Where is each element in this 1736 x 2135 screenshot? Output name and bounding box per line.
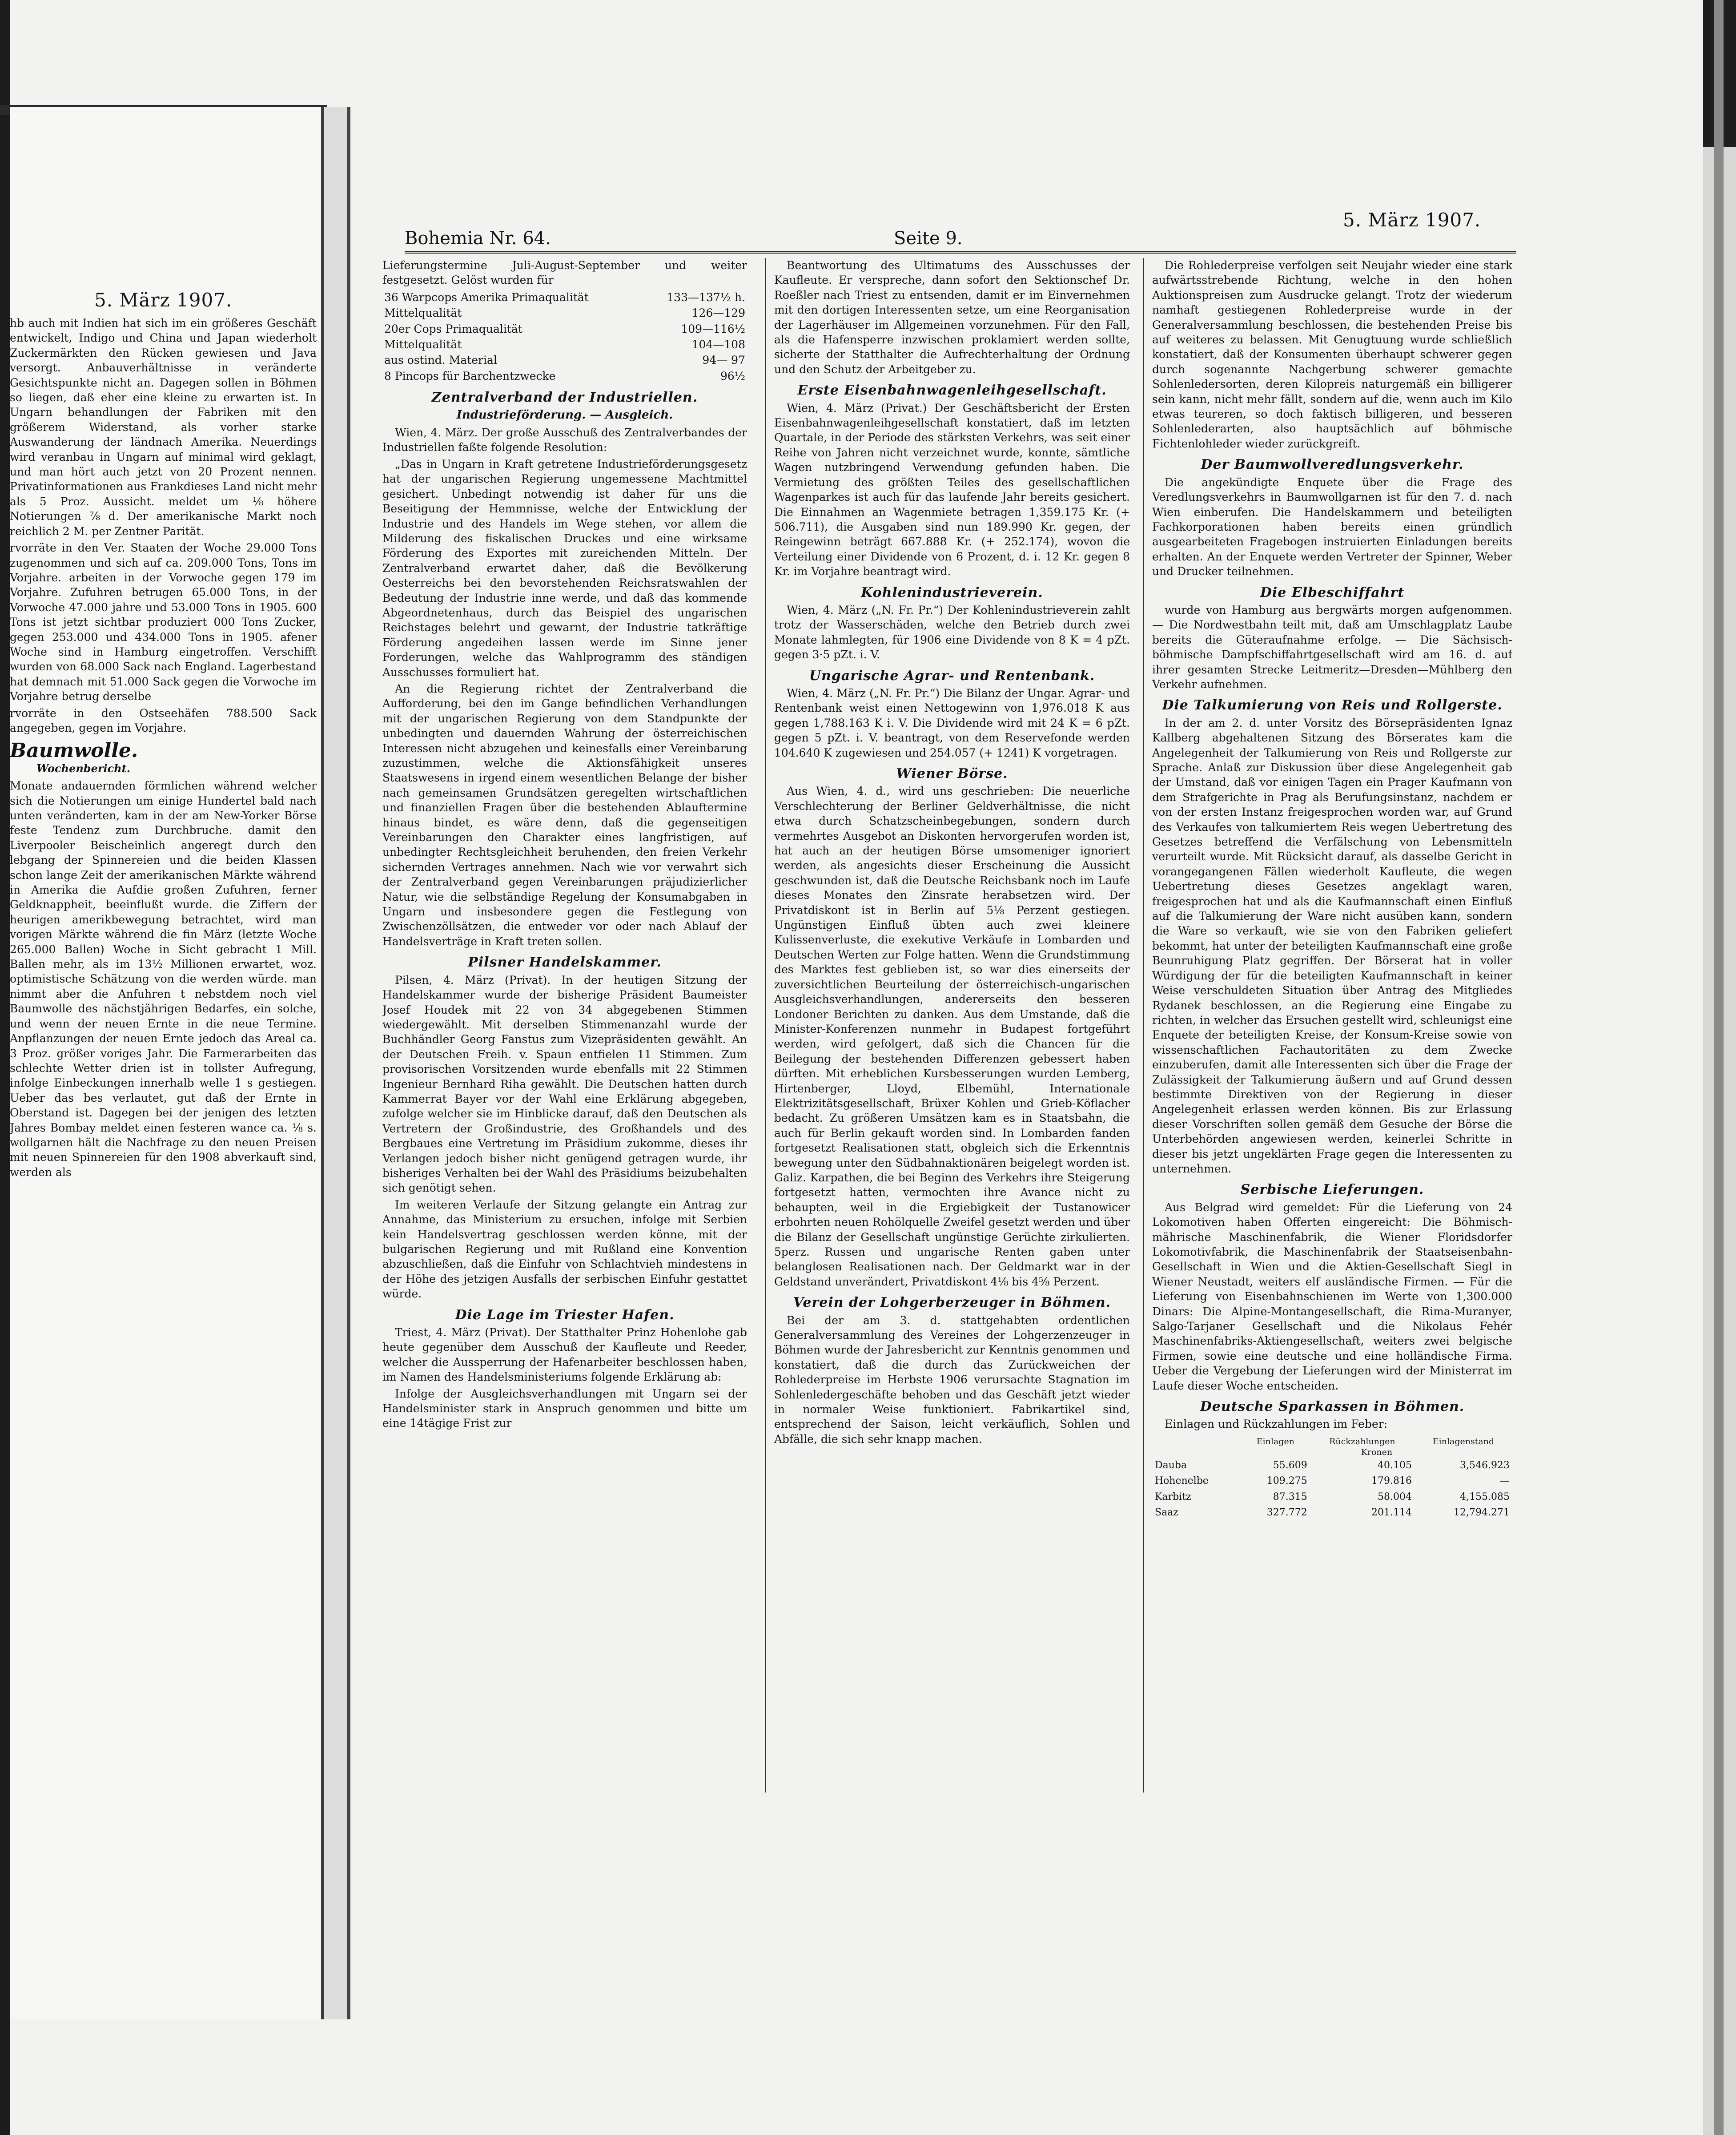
- gutter-shadow-line: [347, 107, 350, 2019]
- price-label: Mittelqualität: [384, 338, 462, 351]
- price-value: 104—108: [691, 338, 745, 351]
- left-page-date: 5. März 1907.: [94, 289, 233, 311]
- column-header-blank: [1152, 1447, 1241, 1458]
- article-text: Triest, 4. März (Privat). Der Statthalter Prinz Hohenlohe gab heute gegenüber dem Ausschuß der Kaufleute und Reeder, welcher die Aussperrung der Hafenarbeiter beschlossen haben, im Namen des Handelsministeriums folgende Erklärung ab:: [382, 1326, 747, 1384]
- einlagenstand-value: 12,794.271: [1454, 1507, 1510, 1519]
- price-row: [382, 290, 747, 305]
- wochenbericht-subheading: Wochenbericht.: [36, 761, 131, 775]
- einlagen-value: 109.275: [1266, 1475, 1307, 1487]
- triest-heading: Die Lage im Triester Hafen.: [455, 1307, 675, 1323]
- price-value: 133—137½ h.: [667, 290, 745, 304]
- einlagenstand-value: 4,155.085: [1460, 1491, 1510, 1503]
- price-label: aus ostind. Material: [384, 354, 497, 367]
- price-label: 8 Pincops für Barchentzwecke: [384, 369, 556, 383]
- article-text: wurde von Hamburg aus bergwärts morgen aufgenommen. — Die Nordwestbahn teilt mit, daß am Umschlagplatz Laube bereits die Güteraufnahme erfolge. — Die Sächsisch-böhmische Dampfschiffahrtgesellschaft wird am 16. d. auf ihrer gesamten Strecke Leitmeritz—Dresden—Mühlberg den Verkehr aufnehmen.: [1152, 603, 1512, 691]
- sparkasse-name: Dauba: [1155, 1459, 1187, 1471]
- sparkasse-row: [1152, 1473, 1512, 1489]
- price-label: Mittelqualität: [384, 306, 462, 320]
- einlagenstand-value: 3,546.923: [1460, 1459, 1510, 1471]
- price-row: [382, 368, 747, 384]
- book-binding-edge: [0, 0, 10, 2135]
- pilsner-heading: Pilsner Handelskammer.: [468, 955, 662, 971]
- price-label: 20er Cops Primaqualität: [384, 322, 522, 335]
- column-header-rueckzahlungen: Rückzahlungen: [1329, 1436, 1395, 1446]
- article-text: Im weiteren Verlaufe der Sitzung gelangte ein Antrag zur Annahme, das Ministerium zu ersuchen, infolge mit Serbien kein Handelsvertrag geschlossen werden könne, mit der bulgarischen Regierung und mit Rußland eine Konvention abzuschließen, daß die Einfuhr von Schlachtvieh mindestens in der Höhe des jetzigen Ausfalls der serbischen Einfuhr gestattet würde.: [382, 1198, 747, 1301]
- left-text-bottom: Monate andauernden förmlichen während welcher sich die Notierungen um einige Hundertel bald nach unten veränderten, kam in der am New-Yorker Börse feste Tendenz zum Durchbruche. damit den Liverpooler Beischeinlich angeregt durch den lebgang der Spinnereien und die beiden Klassen schon lange Zeit der amerikanischen Märkte während in Amerika die Aufdie großen Zufuhren, ferner Geldknappheit, beeinflußt wurde. die Ziffern der heurigen amerikbewegung betrachtet, wird man vorigen Märkte während die fin März (letzte Woche 265.000 Ballen) Woche in Sicht gebracht 1 Mill. Ballen mehr, als im 13½ Millionen erwartet, woz. optimistische Schätzung von die werden würde. man nimmt aber die Anfuhren t nebstdem noch viel Baumwolle des nächstjährigen Bedarfes, ein solche, und wenn der neuen Ernte in die neue Termine. Anpflanzungen der neuen Ernte jedoch das Areal ca. 3 Proz. größer voriges Jahr. Die Farmerarbeiten das schlechte Wetter drien ist in tollster Aufregung, infolge Einbeckungen innerhalb welle 1 s gestiegen. Ueber das bes verlautet, gut daß der Ernte in Oberstand ist. Dagegen bei der jenigen des letzten Jahres Bombay meldet einen festeren wance ca. ⅛ s. wollgarnen hält die Nachfrage zu den neuen Preisen mit neuen Spinnereien für den 1908 abverkauft sind, werden als: [10, 779, 317, 1179]
- price-row: [382, 321, 747, 337]
- article-text: Wien, 4. März („N. Fr. Pr.“) Der Kohlenindustrieverein zahlt trotz der Wasserschäden, welche den Betrieb durch zwei Monate lahmlegten, für 1906 eine Dividende von 8 K = 4 pZt. gegen 3·5 pZt. i. V.: [774, 603, 1130, 661]
- reis-heading: Die Talkumierung von Reis und Rollgerste.: [1162, 697, 1503, 713]
- unit-label: Kronen: [1361, 1447, 1393, 1457]
- page-gutter: [324, 107, 350, 2019]
- eisenbahn-heading: Erste Eisenbahnwagenleihgesellschaft.: [797, 383, 1107, 399]
- article-text: Bei der am 3. d. stattgehabten ordentlichen Generalversammlung des Vereines der Lohgerzenzeuger in Böhmen wurde der Jahresbericht zur Kenntnis genommen und konstatiert, daß die durch das Zurückweichen der Rohlederpreise im Herbste 1906 verursachte Stagnation im Sohlenledergeschäfte behoben und das Geschäft jetzt wieder in normaler Weise funktioniert. Fabrikartikel sind, entsprechend der Saison, leicht verkäuflich, Sohlen und Abfälle, die sich sehr knapp machen.: [774, 1313, 1130, 1446]
- sparkassen-intro: Einlagen und Rückzahlungen im Feber:: [1165, 1418, 1388, 1431]
- sparkasse-name: Karbitz: [1155, 1491, 1191, 1503]
- serbische-heading: Serbische Lieferungen.: [1240, 1182, 1424, 1198]
- zentralverband-subheading: Industrieförderung. — Ausgleich.: [456, 408, 673, 422]
- zentralverband-heading: Zentralverband der Industriellen.: [431, 390, 698, 406]
- column-1: [382, 258, 747, 1793]
- rueckzahlungen-value: 201.114: [1371, 1507, 1412, 1519]
- sparkasse-name: Hohenelbe: [1155, 1475, 1209, 1487]
- page-number: Seite 9.: [894, 228, 963, 249]
- price-label: 36 Warpcops Amerika Primaqualität: [384, 290, 589, 304]
- article-text: „Das in Ungarn in Kraft getretene Industrieförderungsgesetz hat der ungarischen Regierung ungemessene Machtmittel gesichert. Unbedingt notwendig ist daher für uns die Beseitigung der Hemmnisse, welche der Entwicklung der Industrie und des Handels im Wege stehen, vor allem die Milderung des fiskalischen Druckes und eine wirksame Förderung des Exportes mit zureichenden Mitteln. Der Zentralverband erwartet daher, daß die Bevölkerung Oesterreichs bei den bevorstehenden Reichsratswahlen der Bedeutung der Industrie inne werde, und daß das kommende Abgeordnetenhaus, durch das Beispiel des ungarischen Reichstages belehrt und gewarnt, der Industrie tatkräftige Förderung angedeihen lassen werde im Sinne jener Forderungen, welche das Wahlprogramm des ständigen Ausschusses formuliert hat.: [382, 457, 747, 679]
- agrar-heading: Ungarische Agrar- und Rentenbank.: [809, 668, 1095, 684]
- column-header-einlagenstand: Einlagenstand: [1432, 1436, 1495, 1446]
- left-text-top: hb auch mit Indien hat sich im ein größeres Geschäft entwickelt, Indigo und China und Japan wiederholt Zuckermärkten den Rücken gewiesen und Java versorgt. Anbauverhältnisse in veränderte Gesichtspunkte nicht an. Dagegen sollen in Böhmen so liegen, daß eher eine kleine zu erwarten ist. In Ungarn behandlungen der Fabriken mit den größerem Widerstand, als vorher starke Auswanderung der ländnach Amerika. Neuerdings wird veranbau in Ungarn auf minimal wird geklagt, und man hört auch jetzt von 20 Prozent nennen. Privatinformationen aus Frankdieses Land nicht mehr als 5 Proz. Aussicht. meldet um ⅛ höhere Notierungen ⅞ d. Der amerikanische Markt noch reichlich 2 M. per Zentner Parität.: [10, 317, 317, 538]
- article-text: Wien, 4. März (Privat.) Der Geschäftsbericht der Ersten Eisenbahnwagenleihgesellschaft konstatiert, daß im letzten Quartale, in der Periode des stärksten Verkehrs, was seit einer Reihe von Jahren nicht verzeichnet wurde, konnte, sämtliche Wagen nutzbringend Verwendung gefunden haben. Die Vermietung des größten Teiles des gesellschaftlichen Wagenparkes ist auch für das laufende Jahr bereits gesichert. Die Einnahmen an Wagenmiete betragen 1,359.175 Kr. (+ 506.711), die Ausgaben sind nun 189.990 Kr. gegen, der Reingewinn beträgt 667.888 Kr. (+ 252.174), wovon die Verteilung einer Dividende von 6 Prozent, d. i. 12 Kr. gegen 8 Kr. im Vorjahre beantragt wird.: [774, 401, 1130, 578]
- left-text-mid: rvorräte in den Ver. Staaten der Woche 29.000 Tons zugenommen und sich auf ca. 209.000 Tons, Tons im Vorjahre. arbeiten in der Vorwoche gegen 179 im Vorjahre. Zufuhren betrugen 65.000 Tons, in der Vorwoche 47.000 jahre und 53.000 Tons in 1905. 600 Tons ist jetzt sichtbar produziert 000 Tons Zucker, gegen 253.000 und 434.000 Tons in 1905. afener Woche sind in Hamburg eingetroffen. Verschifft wurden von 68.000 Sack nach England. Lagerbestand hat demnach mit 51.000 Sack gegen die Vorwoche im Vorjahre betrug derselbe: [10, 541, 317, 703]
- page-header: [405, 225, 1516, 254]
- yarn-price-table: [382, 290, 747, 384]
- einlagenstand-value: —: [1500, 1475, 1510, 1487]
- price-row: [382, 305, 747, 321]
- article-text: Pilsen, 4. März (Privat). In der heutigen Sitzung der Handelskammer wurde der bisherige Präsident Baumeister Josef Houdek mit 22 von 34 abgegebenen Stimmen wiedergewählt. Mit derselben Stimmenanzahl wurde der Buchhändler Georg Fanstus zum Vizepräsidenten gewählt. An der Deutschen Freih. v. Spaun entfielen 11 Stimmen. Zum provisorischen Vorsitzenden wurde ebenfalls mit 22 Stimmen Ingenieur Bernhard Riha gewählt. Die Deutschen hatten durch Kammerrat Bayer vor der Wahl eine Erklärung abgegeben, zufolge welcher sie im Hinblicke darauf, daß den Deutschen als Vertretern der Großindustrie, des Großhandels und des Bergbaues eine Vertretung im Präsidium zukomme, dieses ihr Verlangen jedoch bisher nicht genügend getragen wurde, ihr bisheriges Verhalten bei der Wahl des Präsidiums beizubehalten sich genötigt sehen.: [382, 973, 747, 1195]
- edge-strip: [1714, 0, 1724, 2135]
- article-text: Aus Wien, 4. d., wird uns geschrieben: Die neuerliche Verschlechterung der Berliner Geldverhältnisse, die nicht etwa durch Schatzscheinbegebungen, sondern durch vermehrtes Ausgebot an Diskonten hervorgerufen worden ist, hat auch an der heutigen Börse umsomeniger ignoriert werden, als angesichts dieser Erscheinung die Aussicht geschwunden ist, daß die Deutsche Reichsbank noch im Laufe dieses Monates den Zinsrate herabsetzen wird. Der Privatdiskont ist in Berlin auf 5⅛ Perzent gestiegen. Ungünstigen Einfluß übten auch zwei kleinere Kulissenverluste, die exekutive Verkäufe in Lombarden und Deutschen Werten zur Folge hatten. Wenn die Grundstimmung des Marktes fest geblieben ist, so war dies einerseits der zuversichtlichen Beurteilung der österreichisch-ungarischen Ausgleichsverhandlungen, andererseits den besseren Londoner Berichten zu danken. Aus dem Umstande, daß die Minister-Konferenzen nunmehr in Budapest fortgeführt werden, wird gefolgert, daß sich die Chancen für die Beilegung der bestehenden Differenzen gebessert haben dürften. Mit erheblichen Kursbesserungen wurden Lemberg, Hirtenberger, Lloyd, Elbemühl, Internationale Elektrizitätsgesellschaft, Brüxer Kohlen und Grieb-Köflacher bedacht. Zu größeren Umsätzen kam es in Staatsbahn, die auch für Berlin gekauft worden sind. In Lombarden fanden fortgesetzt Realisationen statt, obgleich sich die Erkenntnis bewegung unter den Südbahnaktionären beigelegt worden ist. Galiz. Karpathen, die bei Beginn des Verkehrs ihre Steigerung fortgesetzt hatten, vermochten ihre Avance nicht zu behaupten, weil in die Ergiebigkeit der Tustanowicer erbohrten neuen Rohölquelle Zweifel gesetzt werden und über die Bilanz der Gesellschaft ungünstige Gerüchte zirkulierten. 5perz. Russen und ungarische Renten gaben unter belanglosen Realisationen nach. Der Geldmarkt war in der Geldstand unverändert, Privatdiskont 4⅛ bis 4⅝ Perzent.: [774, 785, 1130, 1288]
- column-header-einlagen: Einlagen: [1256, 1436, 1294, 1446]
- next-page-edge: [1703, 0, 1736, 2135]
- sparkasse-row: [1152, 1458, 1512, 1473]
- einlagen-value: 55.609: [1273, 1459, 1307, 1471]
- price-value: 94— 97: [702, 354, 745, 367]
- sparkasse-name: Saaz: [1155, 1507, 1178, 1519]
- rueckzahlungen-value: 58.004: [1377, 1491, 1412, 1503]
- sparkassen-heading: Deutsche Sparkassen in Böhmen.: [1200, 1399, 1465, 1415]
- rueckzahlungen-value: 40.105: [1377, 1459, 1412, 1471]
- elbe-heading: Die Elbeschiffahrt: [1260, 584, 1405, 600]
- price-value: 109—116½: [681, 322, 745, 335]
- sparkassen-table: [1152, 1436, 1512, 1521]
- article-text: Beantwortung des Ultimatums des Ausschusses der Kaufleute. Er verspreche, dann sofort den Sektionschef Dr. Roeßler nach Triest zu entsenden, damit er im Einvernehmen mit den dortigen Interessenten setze, um eine Reorganisation der Lagerhäuser im Allgemeinen vorzunehmen. Für den Fall, als die Hafensperre inzwischen proklamiert werden sollte, sicherte der Statthalter die Aufrechterhaltung der Ordnung und den Schutz der Arbeitgeber zu.: [774, 259, 1130, 376]
- sparkasse-row: [1152, 1505, 1512, 1520]
- article-text: Die Rohlederpreise verfolgen seit Neujahr wieder eine stark aufwärtsstrebende Richtung, welche in den hohen Auktionspreisen zum Ausdrucke gelangt. Trotz der wiederum namhaft gestiegenen Rohlederpreise wurde in der Generalversammlung beschlossen, die bestehenden Preise bis auf weiteres zu belassen. Mit Genugtuung wurde schließlich konstatiert, daß der Konsumenten überhaupt schwerer gegen durch sogenannte Nachgerbung schwerer gemachte Sohlenledersorten, deren Kilopreis naturgemäß ein billigerer sein kann, nicht mehr fällt, sondern auf die, wenn auch im Kilo etwas teureren, so doch faktisch billigeren, und besseren Sohlenlederarten, also hauptsächlich auf böhmische Fichtenlohleder wieder zurückgreift.: [1152, 259, 1512, 450]
- article-text: Die angekündigte Enquete über die Frage des Veredlungsverkehrs in Baumwollgarnen ist für den 7. d. nach Wien einberufen. Die Handelskammern und beteiligten Fachkorporationen haben bereits einen gründlich ausgearbeiteten Fragebogen instruierten Einladungen bereits erhalten. An der Enquete werden Vertreter der Spinner, Weber und Drucker teilnehmen.: [1152, 475, 1512, 578]
- column-2: [765, 258, 1130, 1793]
- baumwolle-heading: Baumwolle.: [10, 739, 138, 762]
- article-text: Wien, 4. März. Der große Ausschuß des Zentralverbandes der Industriellen faßte folgende Resolution:: [382, 426, 747, 454]
- lohgerber-heading: Verein der Lohgerberzeuger in Böhmen.: [793, 1295, 1111, 1311]
- left-newspaper-page: [10, 107, 324, 2019]
- kohlen-heading: Kohlenindustrieverein.: [861, 584, 1043, 600]
- column-header-blank: [1152, 1436, 1241, 1447]
- price-value: 126—129: [691, 306, 745, 320]
- running-date: 5. März 1907.: [1343, 209, 1481, 231]
- column-3: [1143, 258, 1512, 1793]
- rueckzahlungen-value: 179.816: [1371, 1475, 1412, 1487]
- price-row: [382, 337, 747, 352]
- einlagen-value: 87.315: [1273, 1491, 1307, 1503]
- price-row: [382, 352, 747, 368]
- sparkasse-row: [1152, 1489, 1512, 1505]
- baumwollveredlung-heading: Der Baumwollveredlungsverkehr.: [1201, 457, 1464, 473]
- price-intro: Lieferungstermine Juli-August-September und weiter festgesetzt. Gelöst wurden für: [382, 259, 747, 287]
- einlagen-value: 327.772: [1266, 1507, 1307, 1519]
- left-text-mid2: rvorräte in den Ostseehäfen 788.500 Sack angegeben, gegen im Vorjahre.: [10, 706, 317, 734]
- left-page-column: [10, 316, 321, 2006]
- paper-issue: Bohemia Nr. 64.: [405, 228, 551, 249]
- article-text: In der am 2. d. unter Vorsitz des Börsepräsidenten Ignaz Kallberg abgehaltenen Sitzung des Börserates kam die Angelegenheit der Talkumierung von Reis und Rollgerste zur Sprache. Anlaß zur Diskussion über diese Angelegenheit gab der Umstand, daß vor einigen Tagen ein Prager Kaufmann von dem Strafgerichte in Prag als Berufungsinstanz, nachdem er von der ersten Instanz freigesprochen worden war, auf Grund des Verkaufes von talkumiertem Reis wegen Uebertretung des Gesetzes betreffend die Verfälschung von Lebensmitteln verurteilt wurde. Mit Rücksicht darauf, als dasselbe Gericht in vorangegangenen Fällen wiederholt Kaufleute, die wegen Uebertretung dieses Gesetzes angeklagt waren, freigesprochen hat und als die Kaufmannschaft einen Einfluß auf die Talkumierung der Ware nicht ausüben kann, sondern die Ware so verkauft, wie sie von den Fabriken geliefert bekommt, hat unter der beteiligten Kaufmannschaft eine große Beunruhigung Platz gegriffen. Der Börserat hat in voller Würdigung der für die beteiligten Kaufmannschaft in keiner Weise verschuldeten Situation über Antrag des Mitgliedes Rydanek beschlossen, an die Regierung eine Eingabe zu richten, in welcher das Ersuchen gestellt wird, schleunigst eine Enquete der beteiligten Kreise, der Konsum-Kreise sowie von wissenschaftlichen Fachautoritäten zu dem Zwecke einzuberufen, damit alle Interessenten sich über die Frage der Zulässigkeit der Talkumierung äußern und auf Grund dessen bestimmte Direktiven von der Regierung in dieser Angelegenheit erlassen werden können. Bis zur Erlassung dieser Vorschriften sollen gemäß dem Gesuche der Börse die Unterbehörden angewiesen werden, keinerlei Schritte in dieser bis jetzt ungeklärten Frage gegen die Interessenten zu unternehmen.: [1152, 716, 1512, 1175]
- article-text: Infolge der Ausgleichsverhandlungen mit Ungarn sei der Handelsminister stark in Anspruch genommen und bitte um eine 14tägige Frist zur: [382, 1387, 747, 1430]
- boerse-heading: Wiener Börse.: [896, 766, 1008, 781]
- price-value: 96½: [720, 369, 745, 383]
- article-text: Wien, 4. März („N. Fr. Pr.“) Die Bilanz der Ungar. Agrar- und Rentenbank weist einen Nettogewinn von 1,976.018 K aus gegen 1,788.163 K i. V. Die Dividende wird mit 24 K = 6 pZt. gegen 5 pZt. i. V. beantragt, von dem Reservefonde werden 104.640 K zugewiesen und 254.057 (+ 1241) K vorgetragen.: [774, 686, 1130, 759]
- article-text: Aus Belgrad wird gemeldet: Für die Lieferung von 24 Lokomotiven haben Offerten eingereicht: Die Böhmisch-mährische Maschinenfabrik, die Wiener Floridsdorfer Lokomotivfabrik, die Maschinenfabrik der Staatseisenbahn-Gesellschaft in Wien und die Aktien-Gesellschaft Siegl in Wiener Neustadt, weiters elf ausländische Firmen. — Für die Lieferung von Eisenbahnschienen im Werte von 1,300.000 Dinars: Die Alpine-Montangesellschaft, die Rima-Muranyer, Salgo-Tarjaner Gesellschaft und die Nikolaus Fehér Maschinenfabriks-Aktiengesellschaft, weiters zwei belgische Firmen, sowie eine deutsche und eine holländische Firma. Ueber die Vergebung der Lieferungen wird der Ministerrat im Laufe dieser Woche entscheiden.: [1152, 1200, 1512, 1392]
- article-text: An die Regierung richtet der Zentralverband die Aufforderung, bei den im Gange befindlichen Verhandlungen mit der ungarischen Regierung von dem Standpunkte der unbedingten und dauernden Wahrung der österreichischen Interessen nicht abzugehen und keinesfalls einer Vereinbarung zuzustimmen, welche die Aktionsfähigkeit unseres Staatswesens in irgend einem wesentlichen Belange der bisher nach gemeinsamen Grundsätzen geregelten wirtschaftlichen und finanziellen Fragen über die bestehenden Ablauftermine hinaus bindet, es wäre denn, daß die gegenseitigen Vereinbarungen den Charakter eines langfristigen, auf unbedingter Rechtsgleichheit beruhenden, den freien Verkehr sichernden Vertrages annehmen. Nach wie vor verwahrt sich der Zentralverband gegen Vereinbarungen präjudizierlicher Natur, wie die selbständige Regelung der Konsumabgaben in Ungarn und insbesondere gegen die Festlegung von Zwischenzöllsätzen, die entweder vor oder nach Ablauf der Handelsverträge in Kraft treten sollen.: [382, 682, 747, 948]
